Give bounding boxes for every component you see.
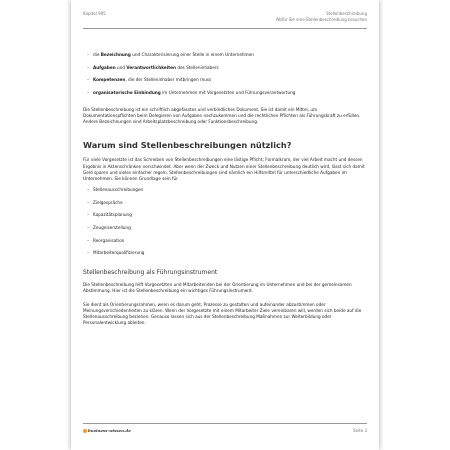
list-item: – organisatorische Einbindung im Unternehmen mit Vorgesetzten und Führungsverantwortung	[83, 90, 367, 96]
list-item: – die Bezeichnung und Charakterisierung einer Stelle in einem Unternehmen	[83, 52, 367, 58]
paragraph-usefulness: Für viele Vorgesetzte ist das Schreiben von Stellenbeschreibungen eine lästige Pflicht; Formalkram, der viel Arbeit macht und dessen Ergebnis in Aktenschränken verschwindet. Aber wenn der Zweck und Nutzen einer Stellenbeschreibung deutlich wird, lässt sich damit Geld sparen und vieles einfacher regeln. Stellenbeschreibungen sind nämlich ein Hilfsmittel für unterschiedliche Aufgaben im Unternehmen. Sie können Grundlage sein für	[83, 157, 365, 181]
page-footer	[83, 423, 367, 440]
page-header	[83, 10, 367, 29]
page-number: Seite 3	[353, 428, 367, 433]
page-content	[83, 0, 367, 450]
list-item: – Stellenausschreibungen	[83, 187, 367, 193]
usage-list	[83, 187, 367, 257]
list-item: – Zielgespräche	[83, 200, 367, 206]
list-item: – Zeugniserstellung	[83, 225, 367, 231]
definition-list	[83, 52, 367, 96]
list-item: – Mitarbeiterqualifizierung	[83, 250, 367, 256]
paragraph-leadership: Die Stellenbeschreibung hilft Vorgesetzten und Mitarbeitenden bei der Orientierung im Unternehmen und bei der gemeinsamen Abstimmung. Hier ist die Stellenbeschreibung ein wichtiges Führungsinstrument.	[83, 282, 352, 294]
list-item: – Reorganisation	[83, 238, 367, 244]
list-item: – Kompetenzen, die der Stelleninhaber mitbringen muss	[83, 77, 367, 83]
logo-dot-icon	[83, 429, 87, 433]
paragraph-definition: Die Stellenbeschreibung ist ein schriftlich abgefasstes und verbindliches Dokument. Sie ist damit ein Mittel, um Dokumentationspflichten beim Delegieren von Aufgaben nachzukommen und die rechtlichen Pflichten als Führungskraft zu erfüllen. Andere Bezeichnungen sind Arbeitsplatzbeschreibung oder Funktionsbeschreibung.	[83, 107, 361, 125]
header-title: Stellenbeschreibung	[326, 11, 367, 16]
list-item: – Kapazitätsplanung	[83, 212, 367, 218]
subsection-heading: Stellenbeschreibung als Führungsinstrument	[83, 269, 218, 277]
paragraph-orientation: Sie dient als Orientierungsrahmen, wenn es darum geht, Prozesse zu gestalten und aufeinander abzustimmen oder Meinungsverschiedenheiten zu klären. Wenn der Vorgesetzte mit einem Mitarbeiter Ziele vereinbaren will, werden sich beide auf die Stellenausschreibung beziehen. Genauso lassen sich aus der Stellenbeschreibung Maßnahmen zur Weiterbildung oder Personalentwicklung ableiten.	[83, 301, 362, 325]
list-item: – Aufgaben und Verantwortlichkeiten des Stelleninhabers	[83, 65, 367, 71]
page-body	[83, 52, 367, 326]
document-page	[71, 0, 379, 450]
header-subtitle: Wofür Sie eine Stellenbeschreibung brauchen	[275, 17, 367, 22]
section-heading: Warum sind Stellenbeschreibungen nützlich?	[83, 140, 292, 151]
header-chapter: Kapitel 995	[83, 11, 106, 16]
business-wissen-logo: business-wissen.de	[83, 428, 131, 433]
